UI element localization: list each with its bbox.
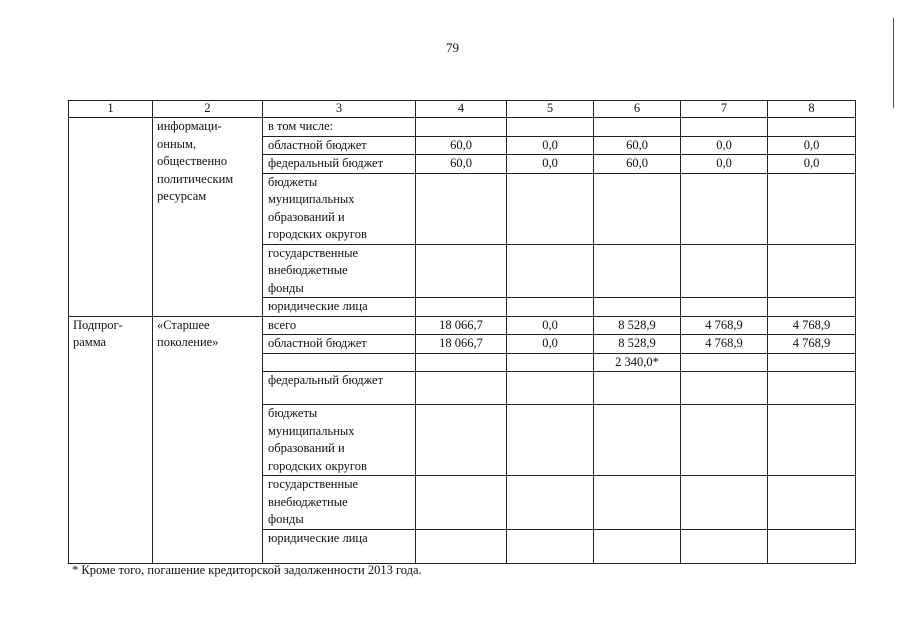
value-cell	[594, 372, 681, 405]
funding-source-cell	[263, 372, 416, 405]
value-cell	[507, 298, 594, 317]
value-cell	[768, 405, 856, 476]
funding-source-cell	[263, 353, 416, 372]
column-number-header: 2	[153, 101, 263, 118]
value-cell: 60,0	[594, 136, 681, 155]
program-name-line: ресурсам	[157, 189, 207, 203]
funding-source-line: фонды	[268, 512, 304, 526]
value-cell	[507, 173, 594, 244]
value-cell	[681, 298, 768, 317]
value-cell	[507, 118, 594, 137]
value-cell: 0,0	[681, 136, 768, 155]
value-cell	[768, 476, 856, 530]
funding-source-line: городских округов	[268, 458, 367, 473]
funding-source-line: фонды	[268, 280, 304, 295]
page-number: 79	[446, 40, 459, 55]
funding-source-line: юридические лица	[268, 299, 368, 313]
footnote: * Кроме того, погашение кредиторской задолженности 2013 года.	[72, 563, 422, 577]
value-cell	[416, 173, 507, 244]
value-cell	[507, 244, 594, 298]
value-cell	[681, 353, 768, 372]
value-cell	[594, 118, 681, 137]
value-cell	[416, 118, 507, 137]
header-row	[69, 101, 856, 118]
funding-source-line: федеральный бюджет	[268, 156, 384, 170]
funding-source-line: юридические лица	[268, 530, 368, 545]
value-cell: 0,0	[507, 136, 594, 155]
value-cell	[681, 372, 768, 405]
value-cell	[594, 476, 681, 530]
value-cell	[416, 244, 507, 298]
value-cell: 2 340,0*	[594, 353, 681, 372]
column-number-header: 6	[594, 101, 681, 118]
funding-source-line: бюджеты	[268, 406, 318, 420]
value-cell: 0,0	[507, 316, 594, 335]
funding-source-cell	[263, 155, 416, 174]
column-number-header: 3	[263, 101, 416, 118]
value-cell	[507, 529, 594, 563]
value-cell	[681, 118, 768, 137]
funding-source-cell	[263, 529, 416, 563]
funding-source-cell	[263, 405, 416, 476]
funding-source-cell	[263, 136, 416, 155]
program-name-cell	[153, 316, 263, 563]
value-cell: 4 768,9	[768, 316, 856, 335]
column-number-header: 7	[681, 101, 768, 118]
funding-source-line: областной бюджет	[268, 336, 367, 350]
program-cell	[69, 118, 153, 317]
value-cell	[594, 405, 681, 476]
value-cell	[594, 298, 681, 317]
funding-source-line: всего	[268, 317, 297, 332]
value-cell	[768, 244, 856, 298]
value-cell: 18 066,7	[416, 316, 507, 335]
funding-source-cell	[263, 298, 416, 317]
value-cell: 0,0	[681, 155, 768, 174]
program-type-line: рамма	[73, 335, 107, 349]
value-cell	[681, 476, 768, 530]
program-name-line: «Старшее	[157, 317, 210, 332]
value-cell: 8 528,9	[594, 335, 681, 354]
value-cell	[768, 173, 856, 244]
funding-source-cell	[263, 244, 416, 298]
value-cell: 4 768,9	[681, 316, 768, 335]
value-cell	[768, 118, 856, 137]
value-cell	[681, 173, 768, 244]
funding-source-line: государственные	[268, 245, 359, 260]
funding-source-line: образований и	[268, 209, 345, 224]
program-name-line: поколение»	[157, 335, 219, 349]
funding-source-line: областной бюджет	[268, 137, 367, 152]
funding-source-line: в том числе:	[268, 119, 334, 133]
value-cell: 0,0	[507, 155, 594, 174]
value-cell	[507, 405, 594, 476]
value-cell: 18 066,7	[416, 335, 507, 354]
program-name-line: политическим	[157, 171, 234, 186]
subprogram-type-cell	[69, 316, 153, 563]
value-cell	[416, 298, 507, 317]
value-cell	[768, 298, 856, 317]
column-number-header: 1	[69, 101, 153, 118]
funding-source-cell	[263, 476, 416, 530]
funding-source-line: государственные	[268, 477, 359, 491]
value-cell	[768, 353, 856, 372]
column-number-header: 5	[507, 101, 594, 118]
budget-table	[68, 100, 856, 564]
program-name-line: онным,	[157, 136, 197, 151]
funding-source-line: городских округов	[268, 227, 367, 241]
value-cell	[507, 372, 594, 405]
program-type-line: Подпрог-	[73, 317, 123, 332]
table-row	[69, 118, 856, 137]
value-cell: 8 528,9	[594, 316, 681, 335]
funding-source-line: бюджеты	[268, 174, 318, 189]
funding-source-cell	[263, 335, 416, 354]
funding-source-line: муниципальных	[268, 192, 355, 206]
funding-source-cell	[263, 316, 416, 335]
value-cell	[507, 476, 594, 530]
value-cell	[681, 405, 768, 476]
table-row	[69, 316, 856, 335]
value-cell	[594, 173, 681, 244]
value-cell	[594, 529, 681, 563]
value-cell: 60,0	[594, 155, 681, 174]
value-cell	[681, 529, 768, 563]
value-cell: 0,0	[768, 155, 856, 174]
value-cell	[768, 529, 856, 563]
value-cell	[594, 244, 681, 298]
funding-source-cell	[263, 118, 416, 137]
funding-source-line: образований и	[268, 441, 345, 455]
program-name-cell	[153, 118, 263, 317]
value-cell	[416, 353, 507, 372]
column-number-header: 8	[768, 101, 856, 118]
program-name-line: общественно	[157, 154, 228, 168]
value-cell: 0,0	[768, 136, 856, 155]
funding-source-cell	[263, 173, 416, 244]
funding-source-line: муниципальных	[268, 423, 355, 438]
value-cell	[416, 476, 507, 530]
value-cell: 4 768,9	[768, 335, 856, 354]
value-cell	[416, 372, 507, 405]
margin-mark	[893, 18, 894, 108]
value-cell	[681, 244, 768, 298]
funding-source-line: внебюджетные	[268, 263, 348, 277]
program-name-line: информаци-	[157, 119, 222, 133]
funding-source-line: внебюджетные	[268, 494, 348, 509]
value-cell: 4 768,9	[681, 335, 768, 354]
value-cell	[507, 353, 594, 372]
column-number-header: 4	[416, 101, 507, 118]
value-cell	[416, 405, 507, 476]
value-cell	[768, 372, 856, 405]
value-cell: 60,0	[416, 136, 507, 155]
value-cell: 60,0	[416, 155, 507, 174]
value-cell	[416, 529, 507, 563]
funding-source-line: федеральный бюджет	[268, 373, 384, 387]
value-cell: 0,0	[507, 335, 594, 354]
